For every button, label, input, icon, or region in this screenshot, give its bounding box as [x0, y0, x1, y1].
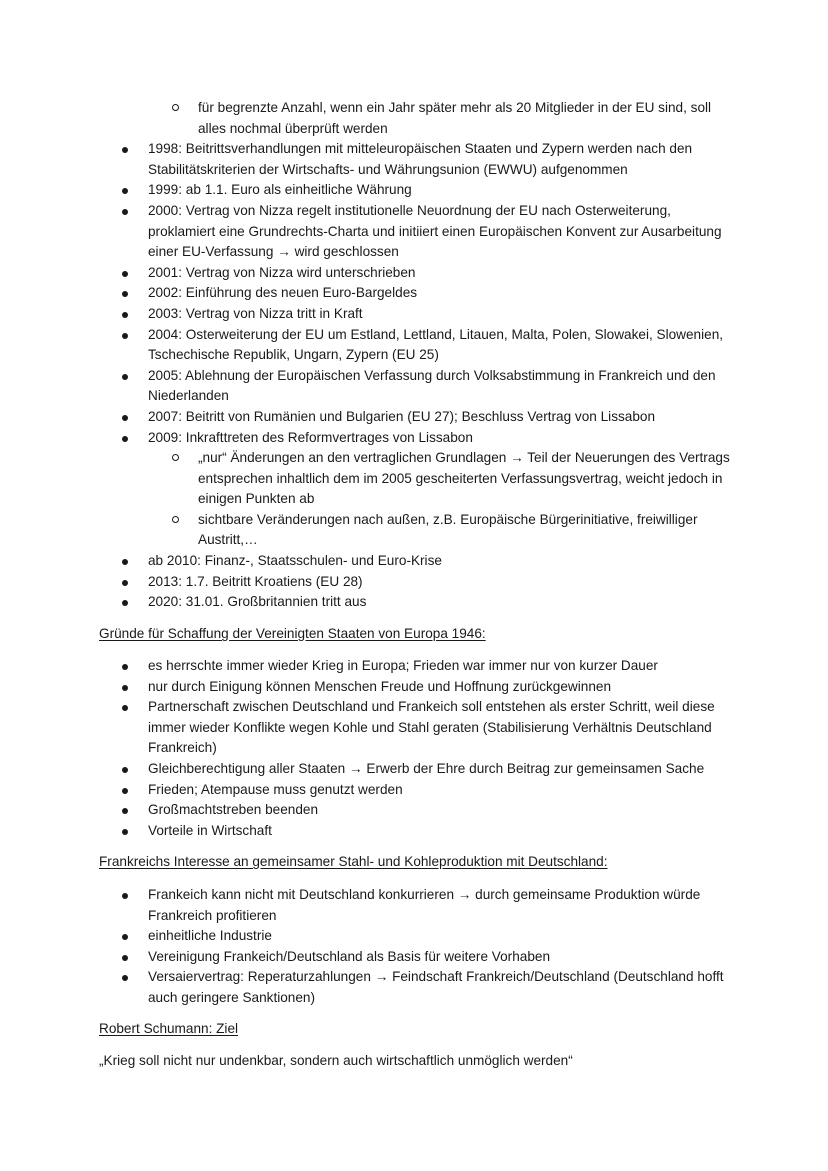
list-item: Frankeich kann nicht mit Deutschland konkurrieren → durch gemeinsame Produktion würde Frankreich profitieren	[0, 885, 828, 926]
bullet-icon	[122, 955, 128, 961]
list-item: 2007: Beitritt von Rumänien und Bulgarien (EU 27); Beschluss Vertrag von Lissabon	[0, 407, 828, 428]
list-item: 1998: Beitrittsverhandlungen mit mitteleuropäischen Staaten und Zypern werden nach den Stabilitätskriterien der Wirtschafts- und Währungsunion (EWWU) aufgenommen	[0, 139, 828, 180]
list-item: Versaiervertrag: Reperaturzahlungen → Feindschaft Frankreich/Deutschland (Deutschland hofft auch geringere Sanktionen)	[0, 967, 828, 1008]
bullet-icon	[122, 808, 128, 814]
list-item: 2002: Einführung des neuen Euro-Bargeldes	[0, 283, 828, 304]
bullet-icon	[122, 209, 128, 215]
bullet-icon	[122, 333, 128, 339]
bullet-icon	[122, 415, 128, 421]
section-heading-schumann: Robert Schumann: Ziel	[99, 1021, 239, 1036]
section-heading-reasons: Gründe für Schaffung der Vereinigten Staaten von Europa 1946:	[99, 626, 486, 641]
bullet-icon	[122, 767, 128, 773]
list-item: Großmachtstreben beenden	[0, 800, 828, 821]
list-item: Frieden; Atempause muss genutzt werden	[0, 780, 828, 801]
list-item: 2005: Ablehnung der Europäischen Verfassung durch Volksabstimmung in Frankreich und den Niederlanden	[0, 366, 828, 407]
schumann-quote: „Krieg soll nicht nur undenkbar, sondern auch wirtschaftlich unmöglich werden“	[99, 1053, 573, 1068]
bullet-icon	[122, 685, 128, 691]
list-item: Gleichberechtigung aller Staaten → Erwerb der Ehre durch Beitrag zur gemeinsamen Sache	[0, 759, 828, 780]
bullet-icon	[122, 893, 128, 899]
bullet-icon	[122, 559, 128, 565]
bullet-icon	[122, 934, 128, 940]
bullet-icon	[122, 147, 128, 153]
list-item: 2020: 31.01. Großbritannien tritt aus	[0, 592, 828, 613]
timeline-list	[0, 98, 828, 613]
list-item: sichtbare Veränderungen nach außen, z.B. Europäische Bürgerinitiative, freiwilliger Austritt,…	[0, 510, 828, 551]
list-item: Vorteile in Wirtschaft	[0, 821, 828, 842]
list-item: 2000: Vertrag von Nizza regelt institutionelle Neuordnung der EU nach Osterweiterung, proklamiert eine Grundrechts-Charta und initiiert einen Europäischen Konvent zur Ausarbeitung einer EU-Verfassung → wird geschlossen	[0, 201, 828, 263]
bullet-icon	[122, 975, 128, 981]
bullet-icon	[122, 705, 128, 711]
list-item: 2013: 1.7. Beitritt Kroatiens (EU 28)	[0, 572, 828, 593]
list-item: 2003: Vertrag von Nizza tritt in Kraft	[0, 304, 828, 325]
france-list	[0, 885, 828, 1009]
list-item: 2001: Vertrag von Nizza wird unterschrieben	[0, 263, 828, 284]
list-item: „nur“ Änderungen an den vertraglichen Grundlagen → Teil der Neuerungen des Vertrags entsprechen inhaltlich dem im 2005 gescheiterten Verfassungsvertrag, weicht jedoch in einigen Punkten ab	[0, 448, 828, 510]
list-item: ab 2010: Finanz-, Staatsschulen- und Euro-Krise	[0, 551, 828, 572]
bullet-icon	[122, 436, 128, 442]
list-item: einheitliche Industrie	[0, 926, 828, 947]
bullet-icon	[122, 312, 128, 318]
hollow-bullet-icon	[172, 516, 179, 523]
bullet-icon	[122, 829, 128, 835]
list-item: nur durch Einigung können Menschen Freude und Hoffnung zurückgewinnen	[0, 677, 828, 698]
list-item: 1999: ab 1.1. Euro als einheitliche Währung	[0, 180, 828, 201]
reasons-list	[0, 656, 828, 841]
bullet-icon	[122, 580, 128, 586]
bullet-icon	[122, 788, 128, 794]
bullet-icon	[122, 188, 128, 194]
list-item: Vereinigung Frankeich/Deutschland als Basis für weitere Vorhaben	[0, 947, 828, 968]
list-item: für begrenzte Anzahl, wenn ein Jahr später mehr als 20 Mitglieder in der EU sind, soll alles nochmal überprüft werden	[0, 98, 828, 139]
bullet-icon	[122, 664, 128, 670]
bullet-icon	[122, 291, 128, 297]
hollow-bullet-icon	[172, 104, 179, 111]
list-item: Partnerschaft zwischen Deutschland und Frankeich soll entstehen als erster Schritt, weil diese immer wieder Konflikte wegen Kohle und Stahl geraten (Stabilisierung Verhältnis Deutschland Frankreich)	[0, 697, 828, 759]
bullet-icon	[122, 271, 128, 277]
section-heading-france: Frankreichs Interesse an gemeinsamer Stahl- und Kohleproduktion mit Deutschland:	[99, 854, 608, 869]
bullet-icon	[122, 374, 128, 380]
list-item: 2009: Inkrafttreten des Reformvertrages von Lissabon	[0, 428, 828, 449]
hollow-bullet-icon	[172, 454, 179, 461]
bullet-icon	[122, 600, 128, 606]
list-item: es herrschte immer wieder Krieg in Europa; Frieden war immer nur von kurzer Dauer	[0, 656, 828, 677]
list-item: 2004: Osterweiterung der EU um Estland, Lettland, Litauen, Malta, Polen, Slowakei, Slowenien, Tschechische Republik, Ungarn, Zypern (EU 25)	[0, 325, 828, 366]
